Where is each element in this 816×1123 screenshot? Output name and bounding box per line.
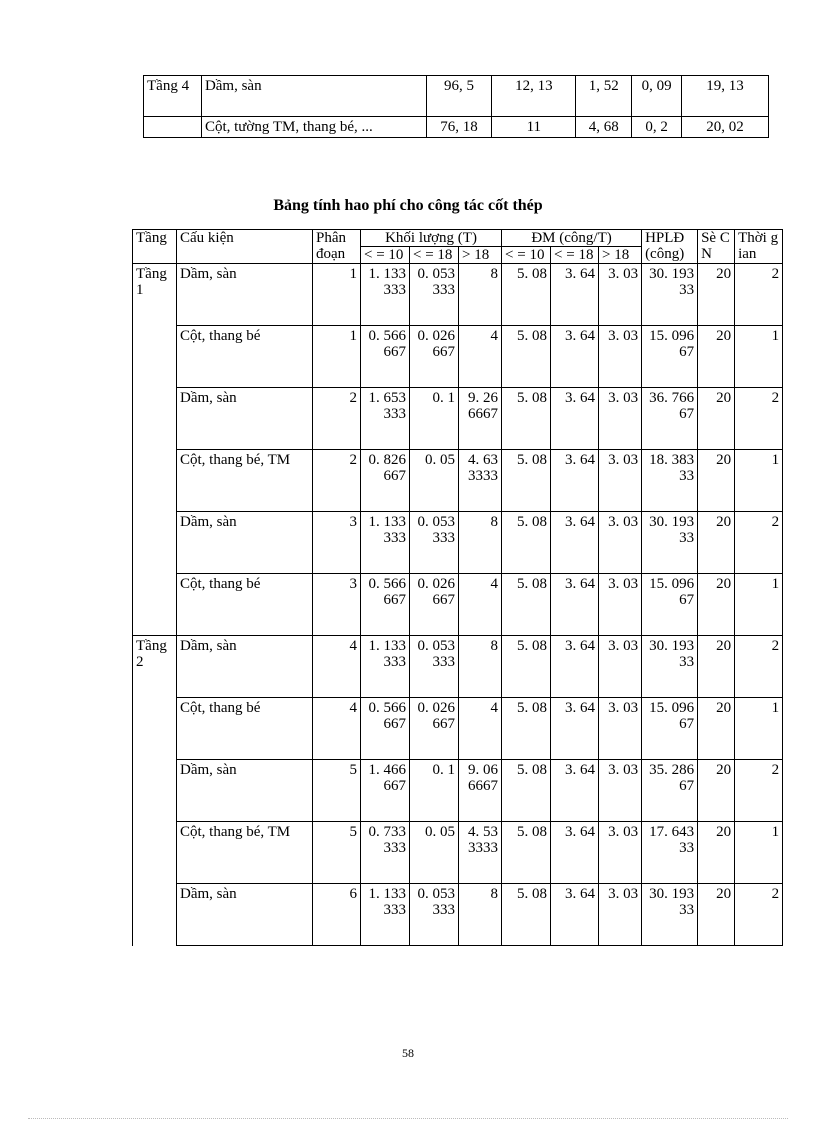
hpld-cell: 17. 64333 xyxy=(642,822,698,884)
value-cell: 1, 52 xyxy=(576,76,632,117)
norm-gt18-cell: 3. 03 xyxy=(599,760,642,822)
volume-le10-cell: 0. 566667 xyxy=(361,574,410,636)
norm-gt18-cell: 3. 03 xyxy=(599,450,642,512)
volume-le10-cell: 0. 566667 xyxy=(361,698,410,760)
hpld-cell: 15. 09667 xyxy=(642,326,698,388)
component-cell: Dầm, sàn xyxy=(177,636,313,698)
segment-cell: 5 xyxy=(313,822,361,884)
time-cell: 1 xyxy=(735,574,783,636)
volume-le10-cell: 0. 826667 xyxy=(361,450,410,512)
time-cell: 2 xyxy=(735,512,783,574)
value-cell: 76, 18 xyxy=(426,117,492,138)
norm-gt18-cell: 3. 03 xyxy=(599,698,642,760)
table-row xyxy=(133,698,783,760)
volume-gt18-cell: 8 xyxy=(459,636,502,698)
norm-gt18-cell: 3. 03 xyxy=(599,636,642,698)
floor-cell: Tầng 4 xyxy=(144,76,202,117)
norm-le18-cell: 3. 64 xyxy=(551,698,599,760)
volume-le18-cell: 0. 053333 xyxy=(410,884,459,946)
time-cell: 2 xyxy=(735,884,783,946)
component-cell: Dầm, sàn xyxy=(177,264,313,326)
header-component: Cấu kiện xyxy=(177,230,313,264)
table-row xyxy=(133,264,783,326)
norm-le18-cell: 3. 64 xyxy=(551,574,599,636)
page-number: 58 xyxy=(402,1046,414,1060)
header-vol-gt18: > 18 xyxy=(459,247,502,264)
norm-gt18-cell: 3. 03 xyxy=(599,512,642,574)
norm-le18-cell: 3. 64 xyxy=(551,450,599,512)
header-vol-le10: < = 10 xyxy=(361,247,410,264)
value-cell: 20, 02 xyxy=(682,117,769,138)
floor-cell: Tầng 1 xyxy=(133,264,177,636)
component-cell: Dầm, sàn xyxy=(177,388,313,450)
component-cell: Dầm, sàn xyxy=(177,884,313,946)
norm-le10-cell: 5. 08 xyxy=(502,388,551,450)
hpld-cell: 30. 19333 xyxy=(642,512,698,574)
volume-le10-cell: 0. 733333 xyxy=(361,822,410,884)
volume-le18-cell: 0. 05 xyxy=(410,450,459,512)
time-cell: 2 xyxy=(735,388,783,450)
component-cell: Cột, thang bé xyxy=(177,698,313,760)
segment-cell: 2 xyxy=(313,450,361,512)
volume-le10-cell: 1. 133333 xyxy=(361,264,410,326)
time-cell: 2 xyxy=(735,760,783,822)
value-cell: 19, 13 xyxy=(682,76,769,117)
component-cell: Cột, thang bé, TM xyxy=(177,822,313,884)
value-cell: 4, 68 xyxy=(576,117,632,138)
norm-le18-cell: 3. 64 xyxy=(551,512,599,574)
value-cell: 0, 2 xyxy=(632,117,682,138)
hpld-cell: 30. 19333 xyxy=(642,884,698,946)
hpld-cell: 35. 28667 xyxy=(642,760,698,822)
volume-gt18-cell: 8 xyxy=(459,512,502,574)
volume-le18-cell: 0. 053333 xyxy=(410,636,459,698)
volume-le10-cell: 1. 466667 xyxy=(361,760,410,822)
table-row xyxy=(133,574,783,636)
floor-cell: Tầng 2 xyxy=(133,636,177,946)
header-hpld: HPLĐ (công) xyxy=(642,230,698,264)
value-cell: 11 xyxy=(492,117,576,138)
component-cell: Cột, thang bé, TM xyxy=(177,450,313,512)
segment-cell: 1 xyxy=(313,326,361,388)
volume-le10-cell: 0. 566667 xyxy=(361,326,410,388)
header-floor: Tầng xyxy=(133,230,177,264)
volume-le18-cell: 0. 053333 xyxy=(410,264,459,326)
volume-le10-cell: 1. 133333 xyxy=(361,636,410,698)
table-row xyxy=(133,822,783,884)
segment-cell: 5 xyxy=(313,760,361,822)
norm-le10-cell: 5. 08 xyxy=(502,450,551,512)
component-cell: Cột, thang bé xyxy=(177,326,313,388)
time-cell: 1 xyxy=(735,698,783,760)
workers-cell: 20 xyxy=(698,760,735,822)
norm-le10-cell: 5. 08 xyxy=(502,822,551,884)
time-cell: 2 xyxy=(735,636,783,698)
time-cell: 1 xyxy=(735,326,783,388)
norm-le10-cell: 5. 08 xyxy=(502,698,551,760)
segment-cell: 6 xyxy=(313,884,361,946)
hpld-cell: 15. 09667 xyxy=(642,698,698,760)
norm-le18-cell: 3. 64 xyxy=(551,760,599,822)
component-cell: Cột, thang bé xyxy=(177,574,313,636)
hpld-cell: 30. 19333 xyxy=(642,636,698,698)
volume-gt18-cell: 8 xyxy=(459,884,502,946)
component-cell: Dầm, sàn xyxy=(177,760,313,822)
page-divider xyxy=(28,1118,788,1119)
header-volume: Khối lượng (T) xyxy=(361,230,502,247)
time-cell: 1 xyxy=(735,822,783,884)
header-workers: Sè CN xyxy=(698,230,735,264)
volume-gt18-cell: 4 xyxy=(459,698,502,760)
segment-cell: 2 xyxy=(313,388,361,450)
volume-gt18-cell: 4 xyxy=(459,574,502,636)
workers-cell: 20 xyxy=(698,698,735,760)
norm-gt18-cell: 3. 03 xyxy=(599,574,642,636)
volume-gt18-cell: 9. 066667 xyxy=(459,760,502,822)
norm-le18-cell: 3. 64 xyxy=(551,264,599,326)
norm-le18-cell: 3. 64 xyxy=(551,636,599,698)
header-norm: ĐM (công/T) xyxy=(502,230,642,247)
workers-cell: 20 xyxy=(698,326,735,388)
time-cell: 1 xyxy=(735,450,783,512)
workers-cell: 20 xyxy=(698,574,735,636)
norm-le18-cell: 3. 64 xyxy=(551,388,599,450)
volume-le18-cell: 0. 026667 xyxy=(410,574,459,636)
norm-gt18-cell: 3. 03 xyxy=(599,264,642,326)
norm-le18-cell: 3. 64 xyxy=(551,326,599,388)
workers-cell: 20 xyxy=(698,512,735,574)
volume-le18-cell: 0. 026667 xyxy=(410,698,459,760)
component-cell: Cột, tường TM, thang bé, ... xyxy=(201,117,426,138)
norm-le10-cell: 5. 08 xyxy=(502,512,551,574)
header-norm-le18: < = 18 xyxy=(551,247,599,264)
header-time: Thời gian xyxy=(735,230,783,264)
value-cell: 0, 09 xyxy=(632,76,682,117)
workers-cell: 20 xyxy=(698,264,735,326)
table-row xyxy=(133,326,783,388)
segment-cell: 3 xyxy=(313,574,361,636)
norm-le10-cell: 5. 08 xyxy=(502,636,551,698)
header-segment: Phân đoạn xyxy=(313,230,361,264)
component-cell: Dầm, sàn xyxy=(177,512,313,574)
table-title: Bảng tính hao phí cho công tác cốt thép xyxy=(273,197,543,214)
volume-le10-cell: 1. 133333 xyxy=(361,884,410,946)
norm-le10-cell: 5. 08 xyxy=(502,574,551,636)
volume-le18-cell: 0. 05 xyxy=(410,822,459,884)
workers-cell: 20 xyxy=(698,388,735,450)
norm-gt18-cell: 3. 03 xyxy=(599,822,642,884)
header-norm-gt18: > 18 xyxy=(599,247,642,264)
table-row xyxy=(133,884,783,946)
table-row xyxy=(133,512,783,574)
norm-le18-cell: 3. 64 xyxy=(551,822,599,884)
floor-cell xyxy=(144,117,202,138)
norm-le18-cell: 3. 64 xyxy=(551,884,599,946)
segment-cell: 3 xyxy=(313,512,361,574)
table-row xyxy=(133,760,783,822)
norm-le10-cell: 5. 08 xyxy=(502,264,551,326)
workers-cell: 20 xyxy=(698,884,735,946)
table-row xyxy=(133,388,783,450)
top-table xyxy=(143,75,769,138)
value-cell: 96, 5 xyxy=(426,76,492,117)
value-cell: 12, 13 xyxy=(492,76,576,117)
hpld-cell: 18. 38333 xyxy=(642,450,698,512)
volume-gt18-cell: 4. 533333 xyxy=(459,822,502,884)
time-cell: 2 xyxy=(735,264,783,326)
volume-gt18-cell: 9. 266667 xyxy=(459,388,502,450)
volume-le10-cell: 1. 133333 xyxy=(361,512,410,574)
hpld-cell: 15. 09667 xyxy=(642,574,698,636)
table-row xyxy=(133,450,783,512)
segment-cell: 4 xyxy=(313,636,361,698)
volume-le18-cell: 0. 1 xyxy=(410,760,459,822)
volume-le18-cell: 0. 026667 xyxy=(410,326,459,388)
table-row xyxy=(144,76,769,117)
hpld-cell: 36. 76667 xyxy=(642,388,698,450)
volume-gt18-cell: 4. 633333 xyxy=(459,450,502,512)
hpld-cell: 30. 19333 xyxy=(642,264,698,326)
norm-le10-cell: 5. 08 xyxy=(502,760,551,822)
header-norm-le10: < = 10 xyxy=(502,247,551,264)
workers-cell: 20 xyxy=(698,450,735,512)
component-cell: Dầm, sàn xyxy=(201,76,426,117)
norm-gt18-cell: 3. 03 xyxy=(599,326,642,388)
header-row xyxy=(133,230,783,247)
rebar-cost-table xyxy=(132,229,783,946)
volume-le18-cell: 0. 053333 xyxy=(410,512,459,574)
table-row xyxy=(133,636,783,698)
norm-le10-cell: 5. 08 xyxy=(502,884,551,946)
norm-gt18-cell: 3. 03 xyxy=(599,388,642,450)
segment-cell: 4 xyxy=(313,698,361,760)
table-row xyxy=(144,117,769,138)
volume-le10-cell: 1. 653333 xyxy=(361,388,410,450)
segment-cell: 1 xyxy=(313,264,361,326)
norm-le10-cell: 5. 08 xyxy=(502,326,551,388)
volume-le18-cell: 0. 1 xyxy=(410,388,459,450)
volume-gt18-cell: 4 xyxy=(459,326,502,388)
header-vol-le18: < = 18 xyxy=(410,247,459,264)
workers-cell: 20 xyxy=(698,822,735,884)
workers-cell: 20 xyxy=(698,636,735,698)
volume-gt18-cell: 8 xyxy=(459,264,502,326)
norm-gt18-cell: 3. 03 xyxy=(599,884,642,946)
